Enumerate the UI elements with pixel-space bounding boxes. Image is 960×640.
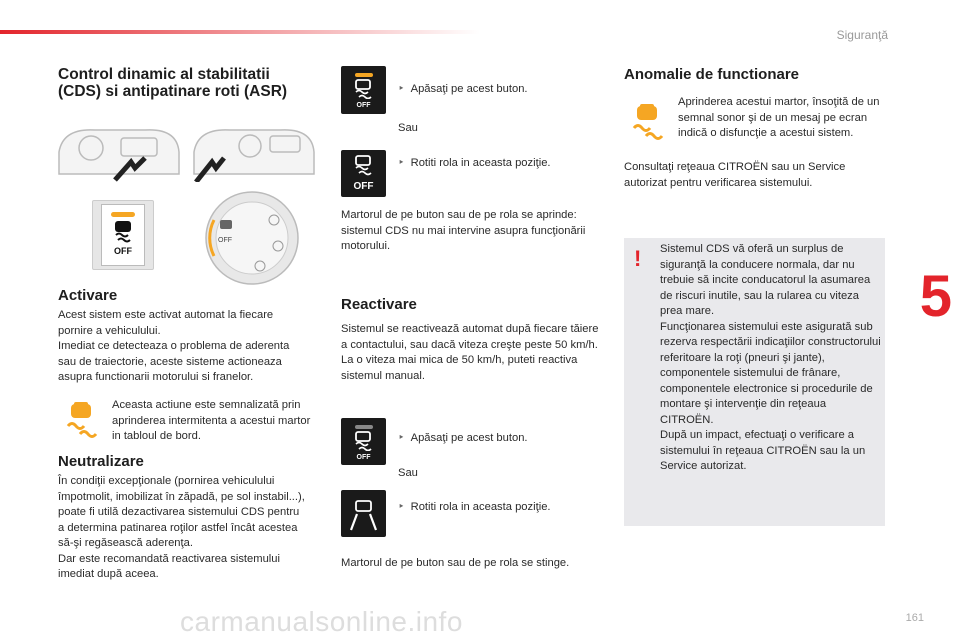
cds-off-info: Martorul de pe buton sau de pe rola se aprinde: sistemul CDS nu mai intervine asupra funcţionării motorului. <box>341 209 586 252</box>
reactivare-info: Martorul de pe buton sau de pe rola se stinge. <box>341 557 570 569</box>
step-rotate-roller: ‣ Rotiti rola in aceasta poziţie. <box>398 156 551 172</box>
anomalie-heading: Anomalie de functionare <box>624 66 800 83</box>
cds-off-button-icon-small <box>341 66 386 114</box>
anomalie-para: Consultaţi reţeaua CITROËN sau un Service autorizat pentru verificarea sistemului. <box>624 161 846 189</box>
svg-text:OFF: OFF <box>218 237 232 244</box>
warning-para-3: După un impact, efectuaţi o verificare a sistemului în reţeaua CITROËN sau la un Service autorizat. <box>660 429 866 472</box>
dashboard-illustration-left <box>55 122 183 182</box>
page-title <box>58 66 328 100</box>
reactivare-step-press: ‣ Apăsaţi pe acest buton. <box>398 431 528 447</box>
neutralizare-text <box>58 474 308 583</box>
neutralizare-para-2: Dar este recomandată reactivarea sistemului imediat după aceea. <box>58 552 280 580</box>
activare-para-2: Imediat ce detecteaza o problema de aderenta sau de traiectorie, aceste sisteme actioneaza asupra functionarii motorului si franelor. <box>58 340 290 383</box>
cds-off-button-icon-unlit <box>341 418 386 465</box>
or-label-1: Sau <box>398 122 418 134</box>
off-label: OFF <box>356 102 371 109</box>
reactivare-text <box>341 322 603 384</box>
header-accent-bar <box>0 30 480 34</box>
title-line-1: Control dinamic al stabilitatii <box>58 66 270 83</box>
activare-heading: Activare <box>58 287 118 304</box>
skid-car-icon <box>341 429 386 451</box>
activare-para-1: Acest sistem este activat automat la fiecare pornire a vehiculului. <box>58 309 274 337</box>
chapter-number: 5 <box>919 264 952 329</box>
anomalie-note: Aprinderea acestui martor, însoţită de un semnal sonor şi de un mesaj pe ecran indică o disfuncţie a acestui sistem. <box>678 96 880 139</box>
reactivare-para-2: La o viteza mai mica de 50 km/h, puteti reactiva sistemul manual. <box>341 354 578 382</box>
activare-note: Aceasta actiune este semnalizată prin aprinderea intermitenta a acestui martor in tabloul de bord. <box>112 399 311 442</box>
off-label: OFF <box>356 454 371 461</box>
exclamation-icon: ! <box>634 246 642 271</box>
or-label-2: Sau <box>398 467 418 479</box>
watermark: carmanualsonline.info <box>180 606 463 637</box>
section-title: Siguranţă <box>836 28 888 42</box>
esp-warning-lamp-icon <box>62 400 100 438</box>
warning-para-1: Sistemul CDS vă oferă un surplus de siguranţă la conducere normala, dar nu trebuie să incite conducatorul la asumarea de riscuri inutile, sau la rularea cu viteza prea mare. <box>660 243 871 317</box>
car-road-icon <box>341 490 386 537</box>
warning-para-2: Funcţionarea sistemului este asigurată sub rezerva respectării indicaţiilor constructorului referitoare la roţi (pneuri şi jante), componentele sistemului de frânare, componentele electronice si procedurile de montare şi intervenţie din reţeaua CITROËN. <box>660 320 881 426</box>
title-line-2: (CDS) si antipatinare roti (ASR) <box>58 83 288 100</box>
esp-warning-lamp-icon <box>628 102 666 140</box>
reactivare-para-1: Sistemul se reactivează automat după fiecare tăiere a contactului, sau dacă viteza creşte peste 50 km/h. <box>341 323 599 351</box>
cds-off-button-icon <box>101 204 145 266</box>
reactivare-step-rotate: ‣ Rotiti rola in aceasta poziţie. <box>398 500 551 516</box>
page-number: 161 <box>905 612 924 624</box>
skid-car-icon <box>341 150 386 176</box>
roller-car-position-icon <box>341 490 386 537</box>
step-press-button: ‣ Apăsaţi pe acest buton. <box>398 82 528 98</box>
neutralizare-para-1: În condiţii excepţionale (pornirea vehiculului împotmolit, imobilizat în zăpadă, pe sol instabil...), poate fi utilă dezactivarea sistemului CDS pentru a determina patinarea roţilor astfel încât acestea să-şi regăsească aderenţa. <box>58 475 305 549</box>
neutralizare-heading: Neutralizare <box>58 453 144 470</box>
off-label: OFF <box>353 181 374 192</box>
cds-roller-off-icon <box>341 150 386 197</box>
activare-text <box>58 308 308 386</box>
dashboard-illustration-right <box>190 122 318 182</box>
warning-text <box>660 242 882 475</box>
reactivare-heading: Reactivare <box>341 296 417 313</box>
skid-car-icon <box>341 77 386 99</box>
warning-box <box>624 238 885 526</box>
skid-car-icon <box>102 217 144 243</box>
cds-roller-icon <box>204 190 300 286</box>
off-label: OFF <box>114 246 132 256</box>
